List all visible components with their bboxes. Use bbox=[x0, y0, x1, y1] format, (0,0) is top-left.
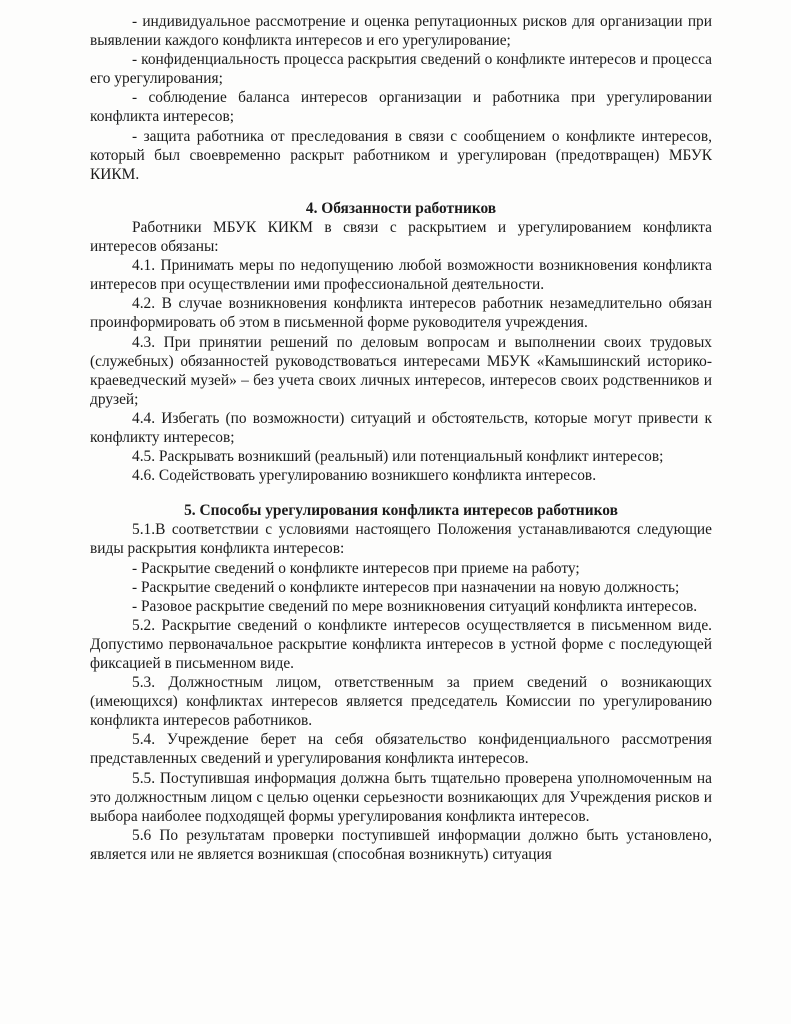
paragraph-5-6: 5.6 По результатам проверки поступившей информации должно быть установлено, является или не является возникшая (способная возникнуть) ситуация bbox=[90, 826, 712, 863]
document-body bbox=[90, 12, 712, 864]
paragraph-4-2: 4.2. В случае возникновения конфликта интересов работник незамедлительно обязан проинформировать об этом в письменной форме руководителя учреждения. bbox=[90, 295, 712, 332]
list-item: - индивидуальное рассмотрение и оценка репутационных рисков для организации при выявлении каждого конфликта интересов и его урегулирование; bbox=[90, 13, 712, 50]
list-item: - соблюдение баланса интересов организации и работника при урегулировании конфликта интересов; bbox=[90, 89, 712, 126]
paragraph-4-5: 4.5. Раскрывать возникший (реальный) или потенциальный конфликт интересов; bbox=[132, 448, 664, 466]
paragraph-4-1: 4.1. Принимать меры по недопущению любой возможности возникновения конфликта интересов при осуществлении ими профессиональной деятельности. bbox=[90, 257, 712, 294]
section-4-intro: Работники МБУК КИКМ в связи с раскрытием и урегулированием конфликта интересов обязаны: bbox=[90, 218, 712, 256]
list-item: - защита работника от преследования в связи с сообщением о конфликте интересов, который был своевременно раскрыт работником и урегулирован (предотвращен) МБУК КИКМ. bbox=[90, 127, 712, 183]
paragraph-5-2: 5.2. Раскрытие сведений о конфликте интересов осуществляется в письменном виде. Допустимо первоначальное раскрытие конфликта интересов в устной форме с последующей фиксацией в письменном виде. bbox=[90, 616, 712, 672]
paragraph-5-4: 5.4. Учреждение берет на себя обязательство конфиденциального рассмотрения представленных сведений и урегулирования конфликта интересов. bbox=[90, 731, 712, 768]
paragraph-4-4: 4.4. Избегать (по возможности) ситуаций и обстоятельств, которые могут привести к конфликту интересов; bbox=[90, 409, 712, 446]
list-item: - Разовое раскрытие сведений по мере возникновения ситуаций конфликта интересов. bbox=[132, 597, 698, 615]
paragraph-5-5: 5.5. Поступившая информация должна быть тщательно проверена уполномоченным на это должностным лицом с целью оценки серьезности возникающих для Учреждения рисков и выбора наиболее подходящей формы урегулирования конфликта интересов. bbox=[90, 769, 712, 825]
paragraph-5-1: 5.1.В соответствии с условиями настоящего Положения устанавливаются следующие виды раскрытия конфликта интересов: bbox=[90, 521, 712, 558]
paragraph-5-3: 5.3. Должностным лицом, ответственным за прием сведений о возникающих (имеющихся) конфликтах интересов является председатель Комиссии по урегулированию конфликта интересов работников. bbox=[90, 674, 712, 730]
section-spacer bbox=[90, 485, 712, 501]
section-5-heading: 5. Способы урегулирования конфликта интересов работников bbox=[184, 502, 618, 520]
paragraph-4-6: 4.6. Содействовать урегулированию возникшего конфликта интересов. bbox=[132, 467, 597, 485]
list-item: - Раскрытие сведений о конфликте интересов при назначении на новую должность; bbox=[132, 578, 680, 596]
list-item: - конфиденциальность процесса раскрытия сведений о конфликте интересов и процесса его урегулирования; bbox=[90, 51, 712, 88]
section-4-heading: 4. Обязанности работников bbox=[305, 199, 497, 217]
paragraph-4-3: 4.3. При принятии решений по деловым вопросам и выполнении своих трудовых (служебных) обязанностей руководствоваться интересами МБУК «Камышинский историко-краеведческий музей» – без учета своих личных интересов, интересов своих родственников и друзей; bbox=[90, 333, 712, 408]
list-item: - Раскрытие сведений о конфликте интересов при приеме на работу; bbox=[132, 559, 580, 577]
section-spacer bbox=[90, 184, 712, 199]
